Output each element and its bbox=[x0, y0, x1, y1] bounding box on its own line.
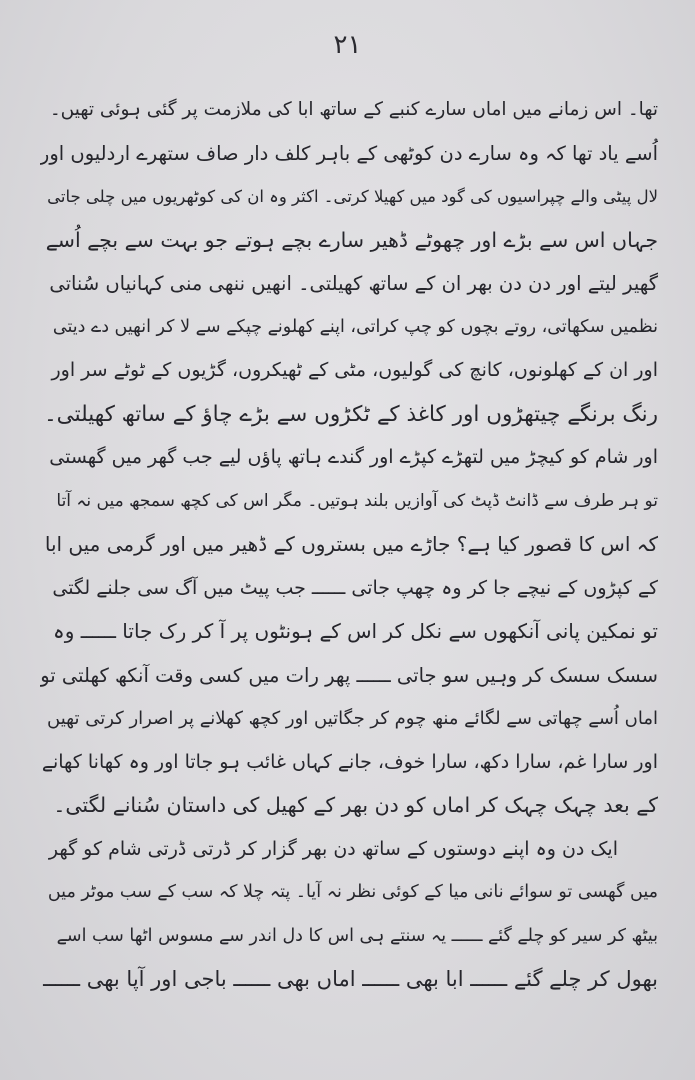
text-line: اُسے یاد تھا کہ وہ سارے دن کوٹھی کے باہر کلف دار صاف ستھرے اردلیوں اور bbox=[40, 141, 658, 165]
text-line: میں گھسی تو سوائے نانی میا کے کوئی نظر نہ آیا۔ پتہ چلا کہ سب کے سب موٹر میں bbox=[47, 882, 658, 902]
text-line: جہاں اس سے بڑے اور چھوٹے ڈھیر سارے بچے ہوتے جو بہت سے بچے اُسے bbox=[45, 227, 658, 252]
text-line: کے کپڑوں کے نیچے جا کر وہ چھپ جاتی ــــــ جب پیٹ میں آگ سی جلنے لگتی bbox=[52, 576, 658, 599]
text-line: لال پیٹی والے چپراسیوں کی گود میں کھیلا کرتی۔ اکثر وہ ان کی کوٹھریوں میں چلی جاتی bbox=[47, 187, 658, 206]
text-line: گھیر لیتے اور دن دن بھر ان کے ساتھ کھیلتی۔ انھیں ننھی منی کہانیاں سُناتی bbox=[49, 272, 658, 295]
text-line: کے بعد چہک چہک کر اماں کو دن بھر کے کھیل کی داستان سُنانے لگتی۔ bbox=[53, 793, 658, 817]
text-line: سسک سسک کر وہیں سو جاتی ــــــ پھر رات میں کسی وقت آنکھ کھلتی تو bbox=[40, 663, 658, 687]
text-line: اماں اُسے چھاتی سے لگائے منھ چوم کر جگاتیں اور کچھ کھلانے پر اصرار کرتی تھیں bbox=[47, 708, 658, 729]
text-line: کہ اس کا قصور کیا ہے؟ جاڑے میں بستروں کے ڈھیر میں اور گرمی میں ابا bbox=[44, 532, 658, 556]
text-line: تو نمکین پانی آنکھوں سے نکل کر اس کے ہونٹوں پر آ کر رک جاتا ــــــ وہ bbox=[53, 619, 658, 643]
text-line: اور سارا غم، سارا دکھ، سارا خوف، جانے کہاں غائب ہو جاتا اور وہ کھانا کھانے bbox=[41, 750, 658, 773]
text-line: رنگ برنگے چیتھڑوں اور کاغذ کے ٹکڑوں سے بڑے چاؤ کے ساتھ کھیلتی۔ bbox=[44, 401, 658, 427]
text-line: تھا۔ اس زمانے میں اماں سارے کنبے کے ساتھ ابا کی ملازمت پر گئی ہوئی تھیں۔ bbox=[49, 99, 658, 120]
text-line: ایک دن وہ اپنے دوستوں کے ساتھ دن بھر گزار کر ڈرتی ڈرتی شام کو گھر bbox=[48, 837, 618, 860]
body-text bbox=[40, 88, 658, 1002]
text-line: نظمیں سکھاتی، روتے بچوں کو چپ کراتی، اپنے کھلونے چپکے سے لا کر انھیں دے دیتی bbox=[52, 316, 658, 337]
text-line: بیٹھ کر سیر کو چلے گئے ــــــ یہ سنتے ہی اس کا دل اندر سے مسوس اٹھا سب اسے bbox=[56, 925, 658, 946]
text-line: اور شام کو کیچڑ میں لتھڑے کپڑے اور گندے ہاتھ پاؤں لیے جب گھر میں گھستی bbox=[49, 446, 658, 468]
text-line: بھول کر چلے گئے ــــــ ابا بھی ــــــ اماں بھی ــــــ باجی اور آپا بھی ــــــ bbox=[43, 967, 658, 991]
text-line: تو ہر طرف سے ڈانٹ ڈپٹ کی آوازیں بلند ہوتیں۔ مگر اس کی کچھ سمجھ میں نہ آتا bbox=[56, 490, 658, 511]
page-number: ۲۱ bbox=[333, 30, 362, 60]
text-line: اور ان کے کھلونوں، کانچ کی گولیوں، مٹی کے ٹھیکروں، گڑیوں کے ٹوٹے سر اور bbox=[51, 359, 658, 381]
